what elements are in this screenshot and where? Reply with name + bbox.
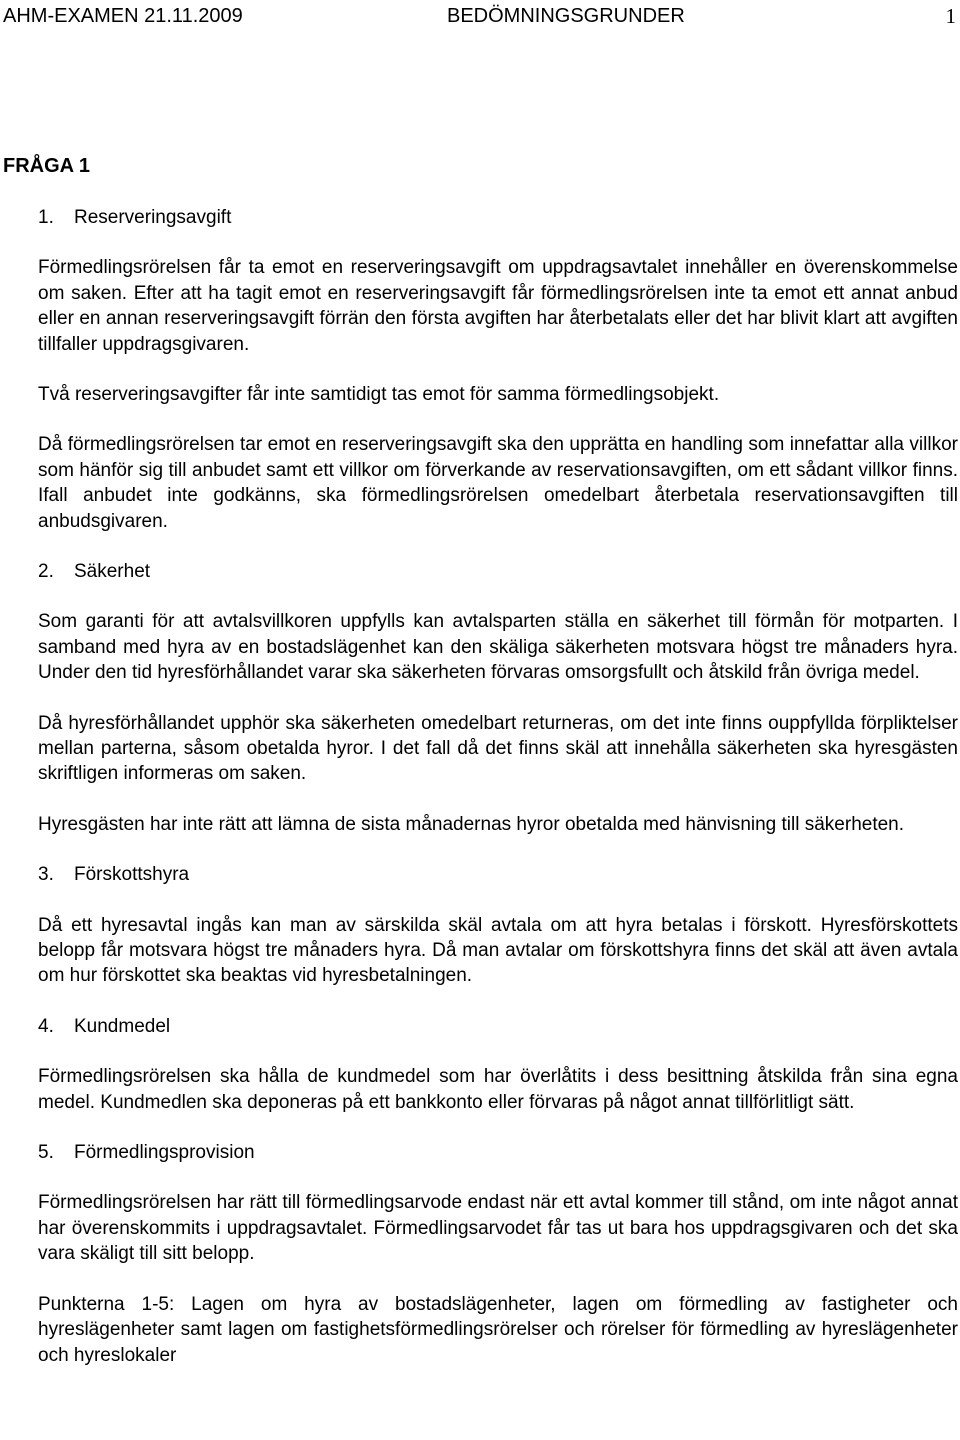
paragraph: Förmedlingsrörelsen ska hålla de kundmedel som har överlåtits i dess besittning åtskilda från sina egna medel. Kundmedlen ska deponeras på ett bankkonto eller förvaras på något annat tillförlitligt sätt.: [38, 1066, 958, 1113]
section-number: 3.: [38, 864, 54, 886]
section-number: 5.: [38, 1142, 54, 1164]
section-title: Förmedlingsprovision: [74, 1142, 255, 1164]
section-heading: [38, 559, 958, 584]
section-heading: [38, 1014, 958, 1039]
section-title: Kundmedel: [74, 1015, 171, 1037]
section-number: 1.: [38, 207, 54, 228]
section-title: Reserveringsavgift: [74, 207, 232, 228]
section-number: 4.: [38, 1015, 54, 1037]
section-heading: [38, 1140, 958, 1165]
paragraph: Hyresgästen har inte rätt att lämna de sista månadernas hyror obetalda med hänvisning till säkerheten.: [38, 813, 905, 835]
section-title: Förskottshyra: [74, 864, 190, 886]
paragraph: Förmedlingsrörelsen får ta emot en reserveringsavgift om uppdragsavtalet innehåller en överenskommelse om saken. Efter att ha tagit emot en reserveringsavgift får förmedlingsrörelsen inte ta emot ett annat anbud eller en annan reserveringsavgift förrän den första avgiften har återbetalats eller det har blivit klart att avgiften tillfaller uppdragsgivaren.: [38, 257, 958, 355]
page-header: [0, 4, 960, 28]
page-number: 1: [945, 4, 956, 28]
paragraph: Då hyresförhållandet upphör ska säkerheten omedelbart returneras, om det inte finns ouppfyllda förpliktelser mellan parterna, såsom obetalda hyror. I det fall då det finns skäl att innehålla säkerheten ska hyresgästen skriftligen informeras om saken.: [38, 712, 958, 785]
paragraph: Två reserveringsavgifter får inte samtidigt tas emot för samma förmedlingsobjekt.: [38, 384, 720, 406]
paragraph: Då ett hyresavtal ingås kan man av särskilda skäl avtala om att hyra betalas i förskott. Hyresförskottets belopp får motsvara högst tre månaders hyra. Då man avtalar om förskottshyra finns det skäl att även avtala om hur förskottet ska beaktas vid hyresbetalningen.: [38, 914, 958, 987]
paragraph: Då förmedlingsrörelsen tar emot en reserveringsavgift ska den upprätta en handling som innefattar alla villkor som hänför sig till anbudet samt ett villkor om förverkande av reservationsavgiften, om ett sådant villkor finns. Ifall anbudet inte godkänns, ska förmedlingsrörelsen omedelbart återbetala reservationsavgiften till anbudsgivaren.: [38, 434, 958, 532]
exam-label: AHM-EXAMEN 21.11.2009: [3, 5, 243, 27]
paragraph: Förmedlingsrörelsen har rätt till förmedlingsarvode endast när ett avtal kommer till stånd, om inte något annat har överenskommits i uppdragsavtalet. Förmedlingsarvodet får tas ut bara hos uppdragsgivaren och det ska vara skäligt till sitt belopp.: [38, 1192, 958, 1265]
section-number: 2.: [38, 561, 54, 583]
question-title: FRÅGA 1: [3, 155, 91, 177]
section-title: Säkerhet: [74, 561, 151, 583]
legal-reference-note: Punkterna 1-5: Lagen om hyra av bostadslägenheter, lagen om förmedling av fastigheter och hyreslägenheter samt lagen om fastighetsförmedlingsrörelser och rörelser för förmedling av hyreslägenheter och hyreslokaler: [38, 1293, 958, 1366]
document-type-label: BEDÖMNINGSGRUNDER: [447, 5, 685, 27]
document-body: [38, 205, 958, 1368]
section-heading: [38, 862, 958, 887]
section-heading: [38, 205, 958, 230]
paragraph: Som garanti för att avtalsvillkoren uppfylls kan avtalsparten ställa en säkerhet till förmån för motparten. I samband med hyra av en bostadslägenhet kan den skäliga säkerheten motsvara högst tre månaders hyra. Under den tid hyresförhållandet varar ska säkerheten förvaras omsorgsfullt och åtskild från övriga medel.: [38, 611, 958, 684]
